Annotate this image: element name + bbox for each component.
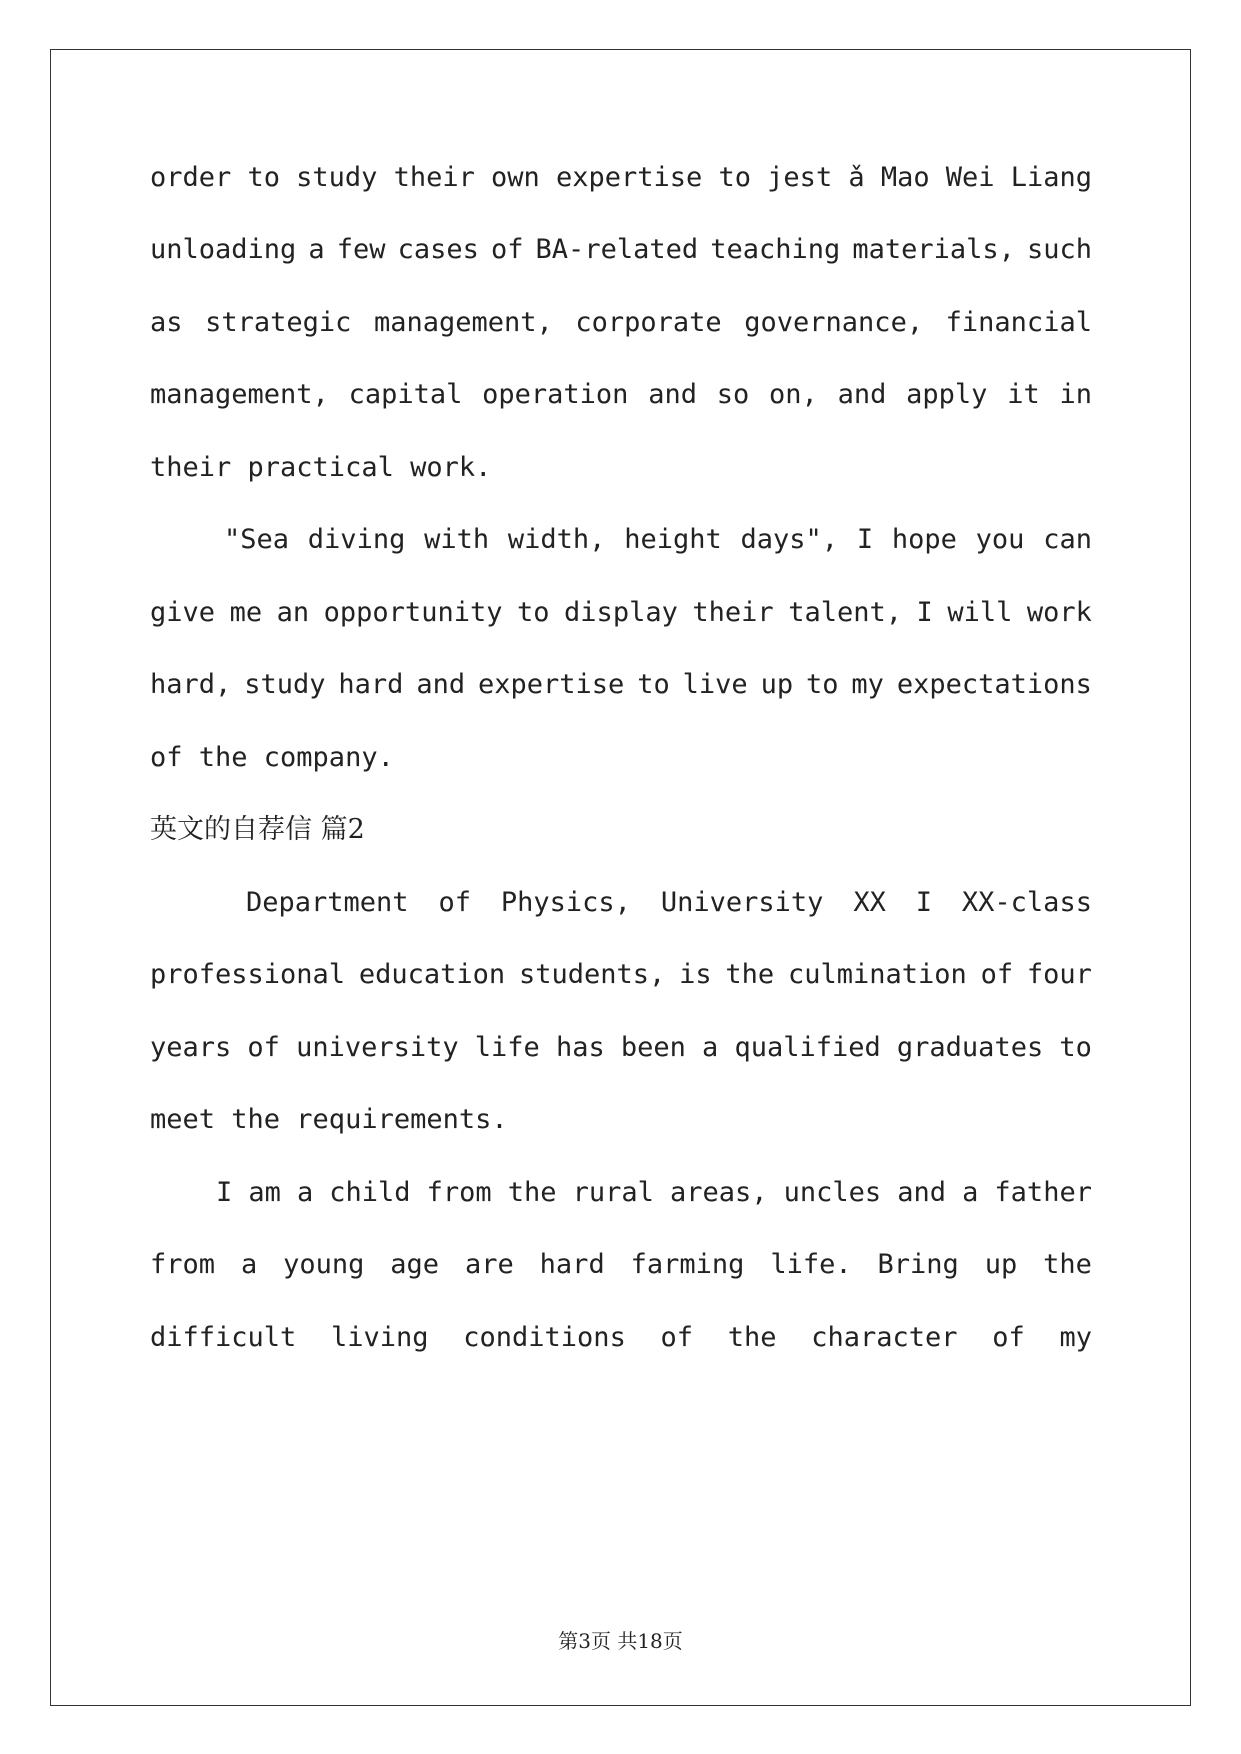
word: of: [980, 959, 1014, 990]
text-line: [150, 230, 1092, 270]
text-line: meet the requirements.: [150, 1104, 508, 1135]
word: expectations: [896, 669, 1092, 700]
word: unloading: [150, 234, 297, 265]
word: financial: [945, 307, 1092, 338]
word: it: [1007, 379, 1040, 410]
word: up: [760, 669, 794, 700]
text-line: [150, 955, 1092, 995]
word: I: [856, 524, 874, 555]
word: of: [438, 887, 471, 918]
word: the: [727, 1322, 777, 1353]
word: can: [1043, 524, 1092, 555]
word: students,: [518, 959, 666, 990]
text-line: of the company.: [150, 742, 394, 773]
word: of: [992, 1322, 1025, 1353]
word: you: [975, 524, 1025, 555]
word: hard: [539, 1249, 605, 1280]
word: age: [390, 1249, 440, 1280]
word: to: [806, 669, 839, 700]
word: own: [491, 162, 540, 193]
word: study: [296, 162, 378, 193]
word: jest: [767, 162, 833, 193]
word: expertise: [478, 669, 625, 700]
word: give: [150, 597, 216, 628]
word: few: [336, 234, 386, 265]
word: education: [358, 959, 506, 990]
word: me: [229, 597, 263, 628]
word: years: [150, 1032, 232, 1063]
word: work: [1026, 597, 1092, 628]
text-line: [150, 1245, 1092, 1285]
word: Liang: [1010, 162, 1092, 193]
word: Bring: [877, 1249, 959, 1280]
word: an: [276, 597, 310, 628]
word: character: [811, 1322, 958, 1353]
word: difficult: [150, 1322, 297, 1353]
word: hard,: [150, 669, 232, 700]
word: from: [426, 1177, 492, 1208]
word: study: [244, 669, 326, 700]
word: cases: [397, 234, 479, 265]
word: a: [296, 1177, 314, 1208]
word: display: [564, 597, 678, 628]
word: child: [329, 1177, 411, 1208]
word: their: [692, 597, 774, 628]
word: qualified: [734, 1032, 881, 1063]
word: Mao: [880, 162, 930, 193]
word: as: [150, 307, 183, 338]
word: the: [507, 1177, 557, 1208]
word: the: [1043, 1249, 1092, 1280]
word: to: [247, 162, 280, 193]
word: management,: [150, 379, 329, 410]
word: the: [725, 959, 775, 990]
word: farming: [630, 1249, 745, 1280]
word: width,: [507, 524, 606, 555]
text-line: their practical work.: [150, 452, 492, 483]
word: "Sea: [224, 524, 290, 555]
word: on,: [769, 379, 818, 410]
word: of: [660, 1322, 694, 1353]
paragraph-first-line: [216, 1173, 1092, 1213]
word: of: [247, 1032, 280, 1063]
word: Department: [246, 887, 409, 918]
word: ǎ: [848, 162, 865, 193]
word: in: [1059, 379, 1092, 410]
word: Wei: [945, 162, 995, 193]
word: a: [702, 1032, 719, 1063]
word: four: [1026, 959, 1092, 990]
word: a: [962, 1177, 979, 1208]
word: a: [308, 234, 325, 265]
word: live: [682, 669, 748, 700]
paragraph-first-line: [246, 883, 1092, 923]
text-line: [150, 593, 1092, 633]
word: areas,: [669, 1177, 768, 1208]
page-number: 第3页 共18页: [558, 1629, 683, 1653]
page-border: [50, 49, 1191, 1706]
word: to: [517, 597, 550, 628]
text-line: [150, 303, 1092, 343]
word: opportunity: [323, 597, 503, 628]
word: graduates: [896, 1032, 1044, 1063]
text-line: [150, 375, 1092, 415]
word: and: [837, 379, 887, 410]
word: BA-related: [535, 234, 699, 265]
word: XX: [853, 887, 886, 918]
word: my: [851, 669, 884, 700]
word: talent,: [788, 597, 902, 628]
word: capital: [348, 379, 463, 410]
word: strategic: [205, 307, 352, 338]
word: a: [240, 1249, 258, 1280]
word: will: [947, 597, 1013, 628]
word: from: [150, 1249, 216, 1280]
word: been: [620, 1032, 686, 1063]
word: culmination: [787, 959, 967, 990]
word: teaching: [710, 234, 841, 265]
word: are: [464, 1249, 514, 1280]
word: is: [679, 959, 712, 990]
word: expertise: [556, 162, 703, 193]
word: height: [624, 524, 722, 555]
word: University: [660, 887, 824, 918]
text-line: [150, 665, 1092, 705]
word: has: [555, 1032, 605, 1063]
word: XX-class: [961, 887, 1092, 918]
word: I: [216, 1177, 233, 1208]
word: apply: [906, 379, 988, 410]
word: young: [283, 1249, 365, 1280]
word: conditions: [463, 1322, 626, 1353]
word: life.: [770, 1249, 852, 1280]
text-line: [150, 158, 1092, 198]
word: such: [1026, 234, 1092, 265]
word: their: [393, 162, 475, 193]
word: university: [296, 1032, 459, 1063]
word: to: [1059, 1032, 1092, 1063]
word: am: [248, 1177, 281, 1208]
word: so: [716, 379, 750, 410]
word: days",: [740, 524, 839, 555]
word: living: [331, 1322, 429, 1353]
text-line: [150, 1028, 1092, 1068]
word: I: [916, 597, 933, 628]
word: and: [648, 379, 697, 410]
word: rural: [572, 1177, 654, 1208]
word: life: [474, 1032, 540, 1063]
word: up: [984, 1249, 1018, 1280]
word: with: [424, 524, 490, 555]
word: and: [416, 669, 466, 700]
word: father: [994, 1177, 1092, 1208]
section-heading: 英文的自荐信 篇2: [150, 814, 365, 845]
word: materials,: [852, 234, 1015, 265]
word: of: [490, 234, 524, 265]
word: corporate: [575, 307, 722, 338]
word: to: [637, 669, 670, 700]
word: order: [150, 162, 232, 193]
word: operation: [482, 379, 629, 410]
word: management,: [373, 307, 553, 338]
text-line: [150, 1318, 1092, 1358]
word: uncles: [783, 1177, 882, 1208]
word: Physics,: [500, 887, 631, 918]
word: governance,: [744, 307, 924, 338]
word: diving: [307, 524, 406, 555]
paragraph-first-line: [224, 520, 1092, 560]
word: hope: [891, 524, 957, 555]
word: professional: [150, 959, 346, 990]
word: and: [897, 1177, 946, 1208]
word: I: [915, 887, 932, 918]
word: hard: [338, 669, 404, 700]
word: my: [1059, 1322, 1092, 1353]
word: to: [718, 162, 751, 193]
